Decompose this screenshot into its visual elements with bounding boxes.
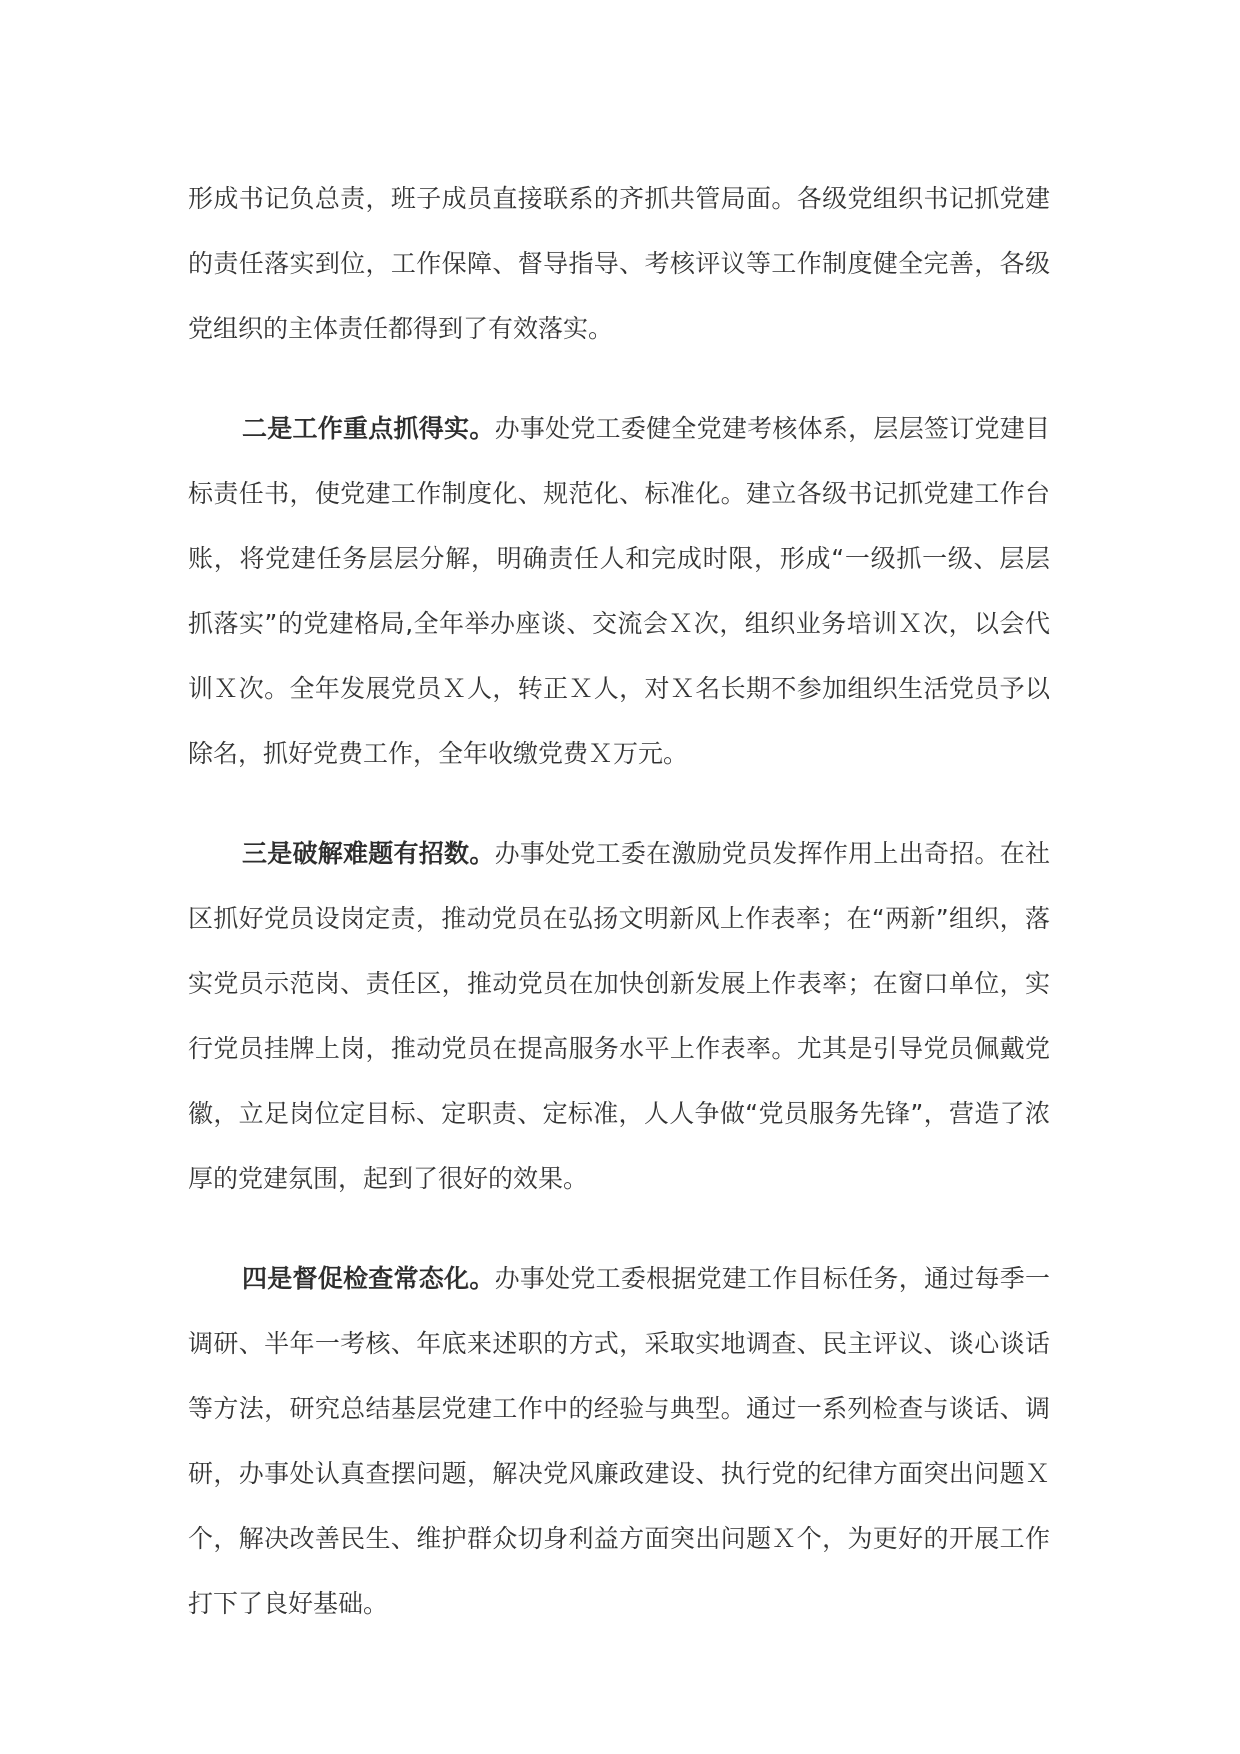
paragraph-text: 办事处党工委根据党建工作目标任务，通过每季一调研、半年一考核、年底来述职的方式，采取实地调查、民主评议、谈心谈话等方法，研究总结基层党建工作中的经验与典型。通过一系列检查与谈话、调研，办事处认真查摆问题，解决党风廉政建设、执行党的纪律方面突出问题Ｘ个，解决改善民生、维护群众切身利益方面突出问题Ｘ个，为更好的开展工作打下了良好基础。 [188,1264,1050,1618]
paragraph-continuation [188,166,1050,361]
paragraph-inspection [188,1246,1050,1636]
paragraph-lead: 三是破解难题有招数。 [242,839,495,868]
paragraph-work-focus [188,396,1050,786]
paragraph-lead: 四是督促检查常态化。 [242,1264,495,1293]
document-body [188,166,1050,1671]
paragraph-solve-problems [188,821,1050,1211]
paragraph-lead: 二是工作重点抓得实。 [242,414,495,443]
paragraph-text: 办事处党工委在激励党员发挥作用上出奇招。在社区抓好党员设岗定责，推动党员在弘扬文明新风上作表率；在“两新”组织，落实党员示范岗、责任区，推动党员在加快创新发展上作表率；在窗口单位，实行党员挂牌上岗，推动党员在提高服务水平上作表率。尤其是引导党员佩戴党徽，立足岗位定目标、定职责、定标准，人人争做“党员服务先锋”，营造了浓厚的党建氛围，起到了很好的效果。 [188,839,1050,1193]
paragraph-text: 形成书记负总责，班子成员直接联系的齐抓共管局面。各级党组织书记抓党建的责任落实到位，工作保障、督导指导、考核评议等工作制度健全完善，各级党组织的主体责任都得到了有效落实。 [188,184,1050,343]
paragraph-text: 办事处党工委健全党建考核体系，层层签订党建目标责任书，使党建工作制度化、规范化、标准化。建立各级书记抓党建工作台账，将党建任务层层分解，明确责任人和完成时限，形成“一级抓一级、层层抓落实”的党建格局,全年举办座谈、交流会Ｘ次，组织业务培训Ｘ次，以会代训Ｘ次。全年发展党员Ｘ人，转正Ｘ人，对Ｘ名长期不参加组织生活党员予以除名，抓好党费工作，全年收缴党费Ｘ万元。 [188,414,1050,768]
